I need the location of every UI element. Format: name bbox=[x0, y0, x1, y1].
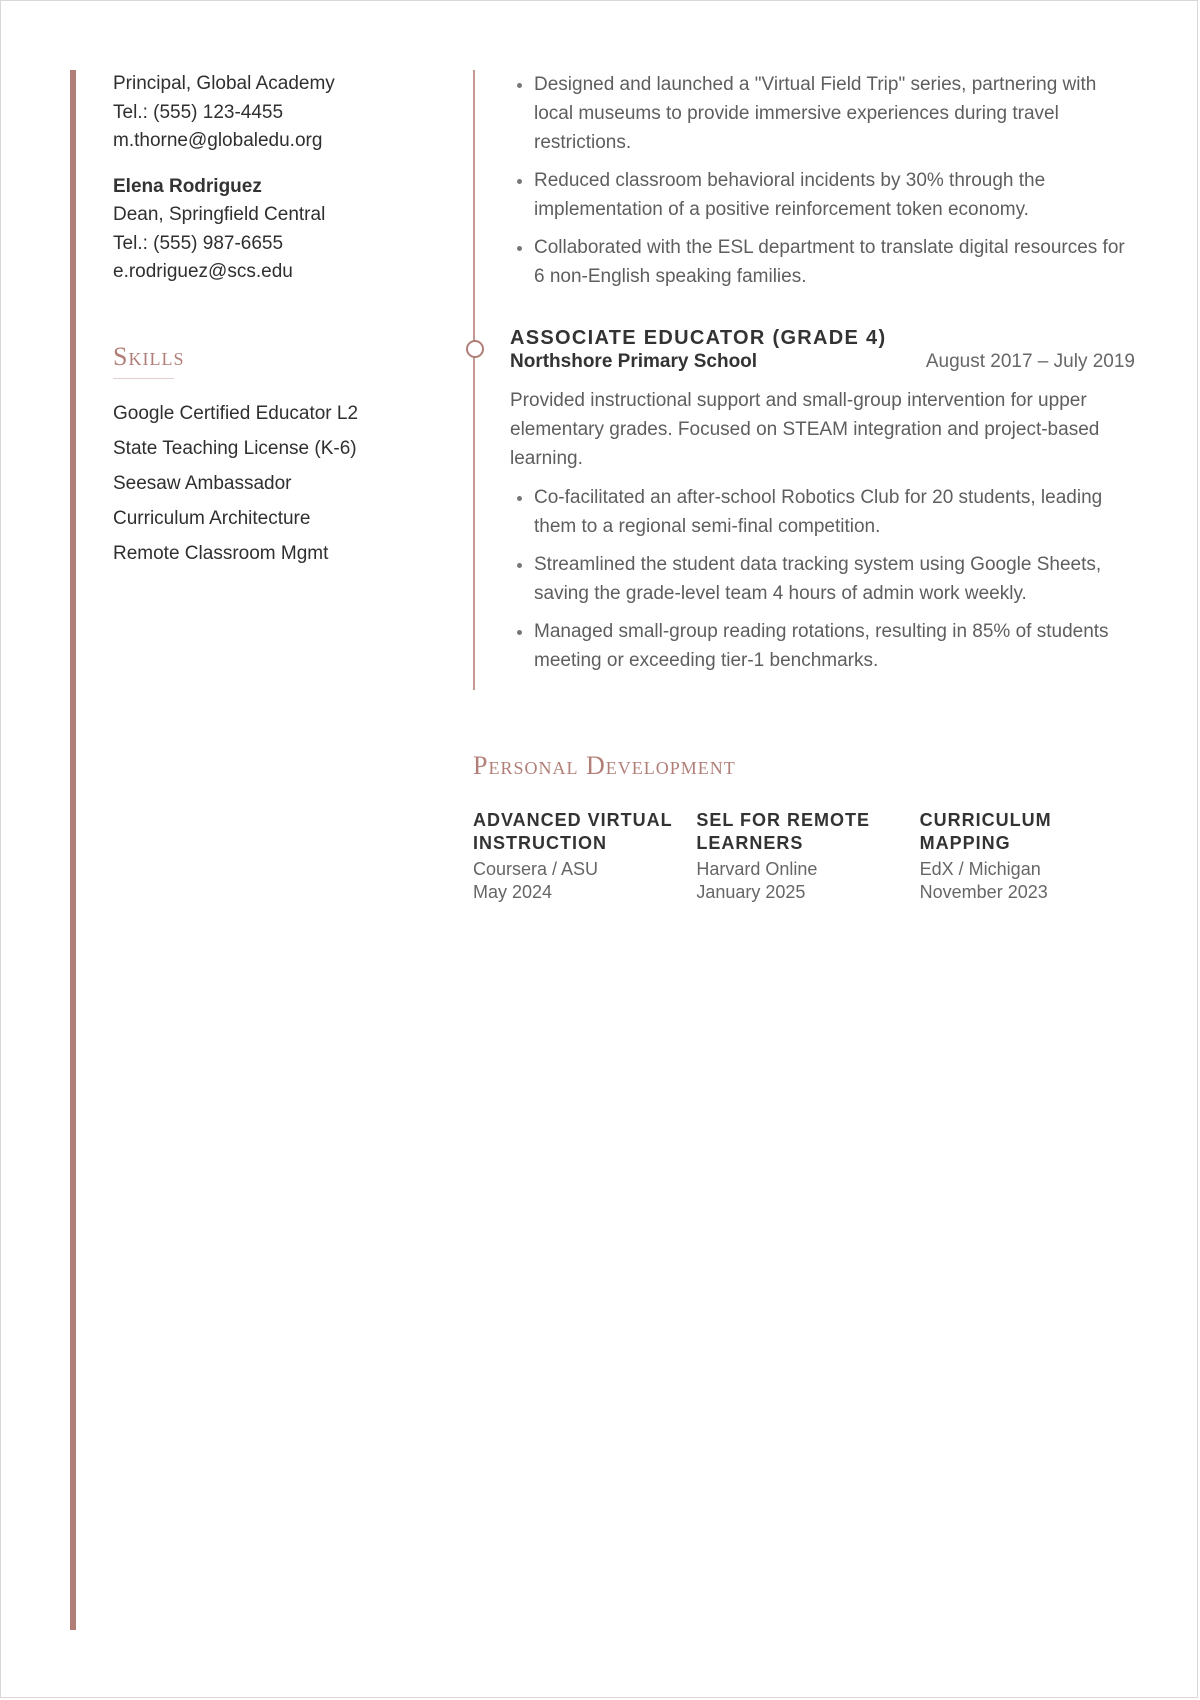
job-company: Northshore Primary School bbox=[510, 351, 758, 372]
course-date: January 2025 bbox=[696, 882, 806, 902]
achievement-bullet: • Reduced classroom behavioral incidents by 30% through the implementation of a positive reinforcement token economy. bbox=[534, 166, 1135, 224]
timeline-line bbox=[473, 70, 475, 690]
skills-heading: Skills bbox=[113, 341, 185, 371]
course-provider: EdX / Michigan bbox=[919, 859, 1041, 879]
achievement-bullet: • Co-facilitated an after-school Robotics Club for 20 students, leading them to a regional semi-final competition. bbox=[534, 483, 1135, 541]
job-entry bbox=[510, 326, 1135, 675]
course-name: CURRICULUM MAPPING bbox=[919, 810, 1052, 853]
sidebar bbox=[113, 70, 443, 576]
skill-item: State Teaching License (K-6) bbox=[113, 437, 357, 459]
course-item bbox=[696, 809, 919, 904]
course-provider: Coursera / ASU bbox=[473, 859, 599, 879]
reference-name: Elena Rodriguez bbox=[113, 175, 262, 197]
job-description: Provided instructional support and small-group intervention for upper elementary grades. Focused on STEAM integration and project-based learning. bbox=[510, 390, 1100, 469]
reference-email: e.rodriguez@scs.edu bbox=[113, 261, 293, 282]
achievement-bullet: • Designed and launched a "Virtual Field Trip" series, partnering with local museums to provide immersive experiences during travel restrictions. bbox=[534, 70, 1135, 157]
course-provider: Harvard Online bbox=[696, 859, 818, 879]
experience-section bbox=[510, 70, 1135, 684]
reference-1 bbox=[113, 70, 443, 156]
accent-sidebar-rule bbox=[70, 70, 76, 1630]
course-date: November 2023 bbox=[919, 882, 1048, 902]
timeline-marker bbox=[466, 340, 484, 358]
job-meta bbox=[510, 351, 1135, 373]
personal-development-heading: Personal Development bbox=[473, 751, 736, 780]
achievement-bullet: • Collaborated with the ESL department to translate digital resources for 6 non-English speaking families. bbox=[534, 233, 1135, 291]
reference-role: Principal, Global Academy bbox=[113, 73, 335, 94]
course-name: SEL FOR REMOTE LEARNERS bbox=[696, 810, 871, 853]
skill-item: Google Certified Educator L2 bbox=[113, 402, 359, 424]
course-name: ADVANCED VIRTUAL INSTRUCTION bbox=[473, 810, 673, 853]
reference-phone: Tel.: (555) 123-4455 bbox=[113, 101, 284, 123]
achievement-bullet: • Streamlined the student data tracking system using Google Sheets, saving the grade-level team 4 hours of admin work weekly. bbox=[534, 550, 1135, 608]
course-date: May 2024 bbox=[473, 882, 553, 902]
course-item bbox=[920, 809, 1143, 904]
reference-email: m.thorne@globaledu.org bbox=[113, 130, 323, 151]
achievement-bullet: • Managed small-group reading rotations, resulting in 85% of students meeting or exceeding tier-1 benchmarks. bbox=[534, 617, 1135, 675]
continued-bullets bbox=[510, 70, 1135, 291]
reference-role: Dean, Springfield Central bbox=[113, 204, 326, 225]
course-grid bbox=[473, 809, 1143, 904]
skills-list bbox=[113, 401, 443, 576]
reference-phone: Tel.: (555) 987-6655 bbox=[113, 232, 284, 254]
skills-divider bbox=[113, 378, 174, 379]
skill-item: Seesaw Ambassador bbox=[113, 472, 292, 494]
skill-item: Curriculum Architecture bbox=[113, 507, 311, 529]
job-bullets bbox=[510, 483, 1135, 675]
personal-development-section bbox=[473, 751, 1143, 904]
skill-item: Remote Classroom Mgmt bbox=[113, 542, 329, 564]
job-title: ASSOCIATE EDUCATOR (GRADE 4) bbox=[510, 327, 887, 349]
reference-2 bbox=[113, 173, 443, 287]
course-item bbox=[473, 809, 696, 904]
job-dates: August 2017 – July 2019 bbox=[925, 351, 1135, 372]
